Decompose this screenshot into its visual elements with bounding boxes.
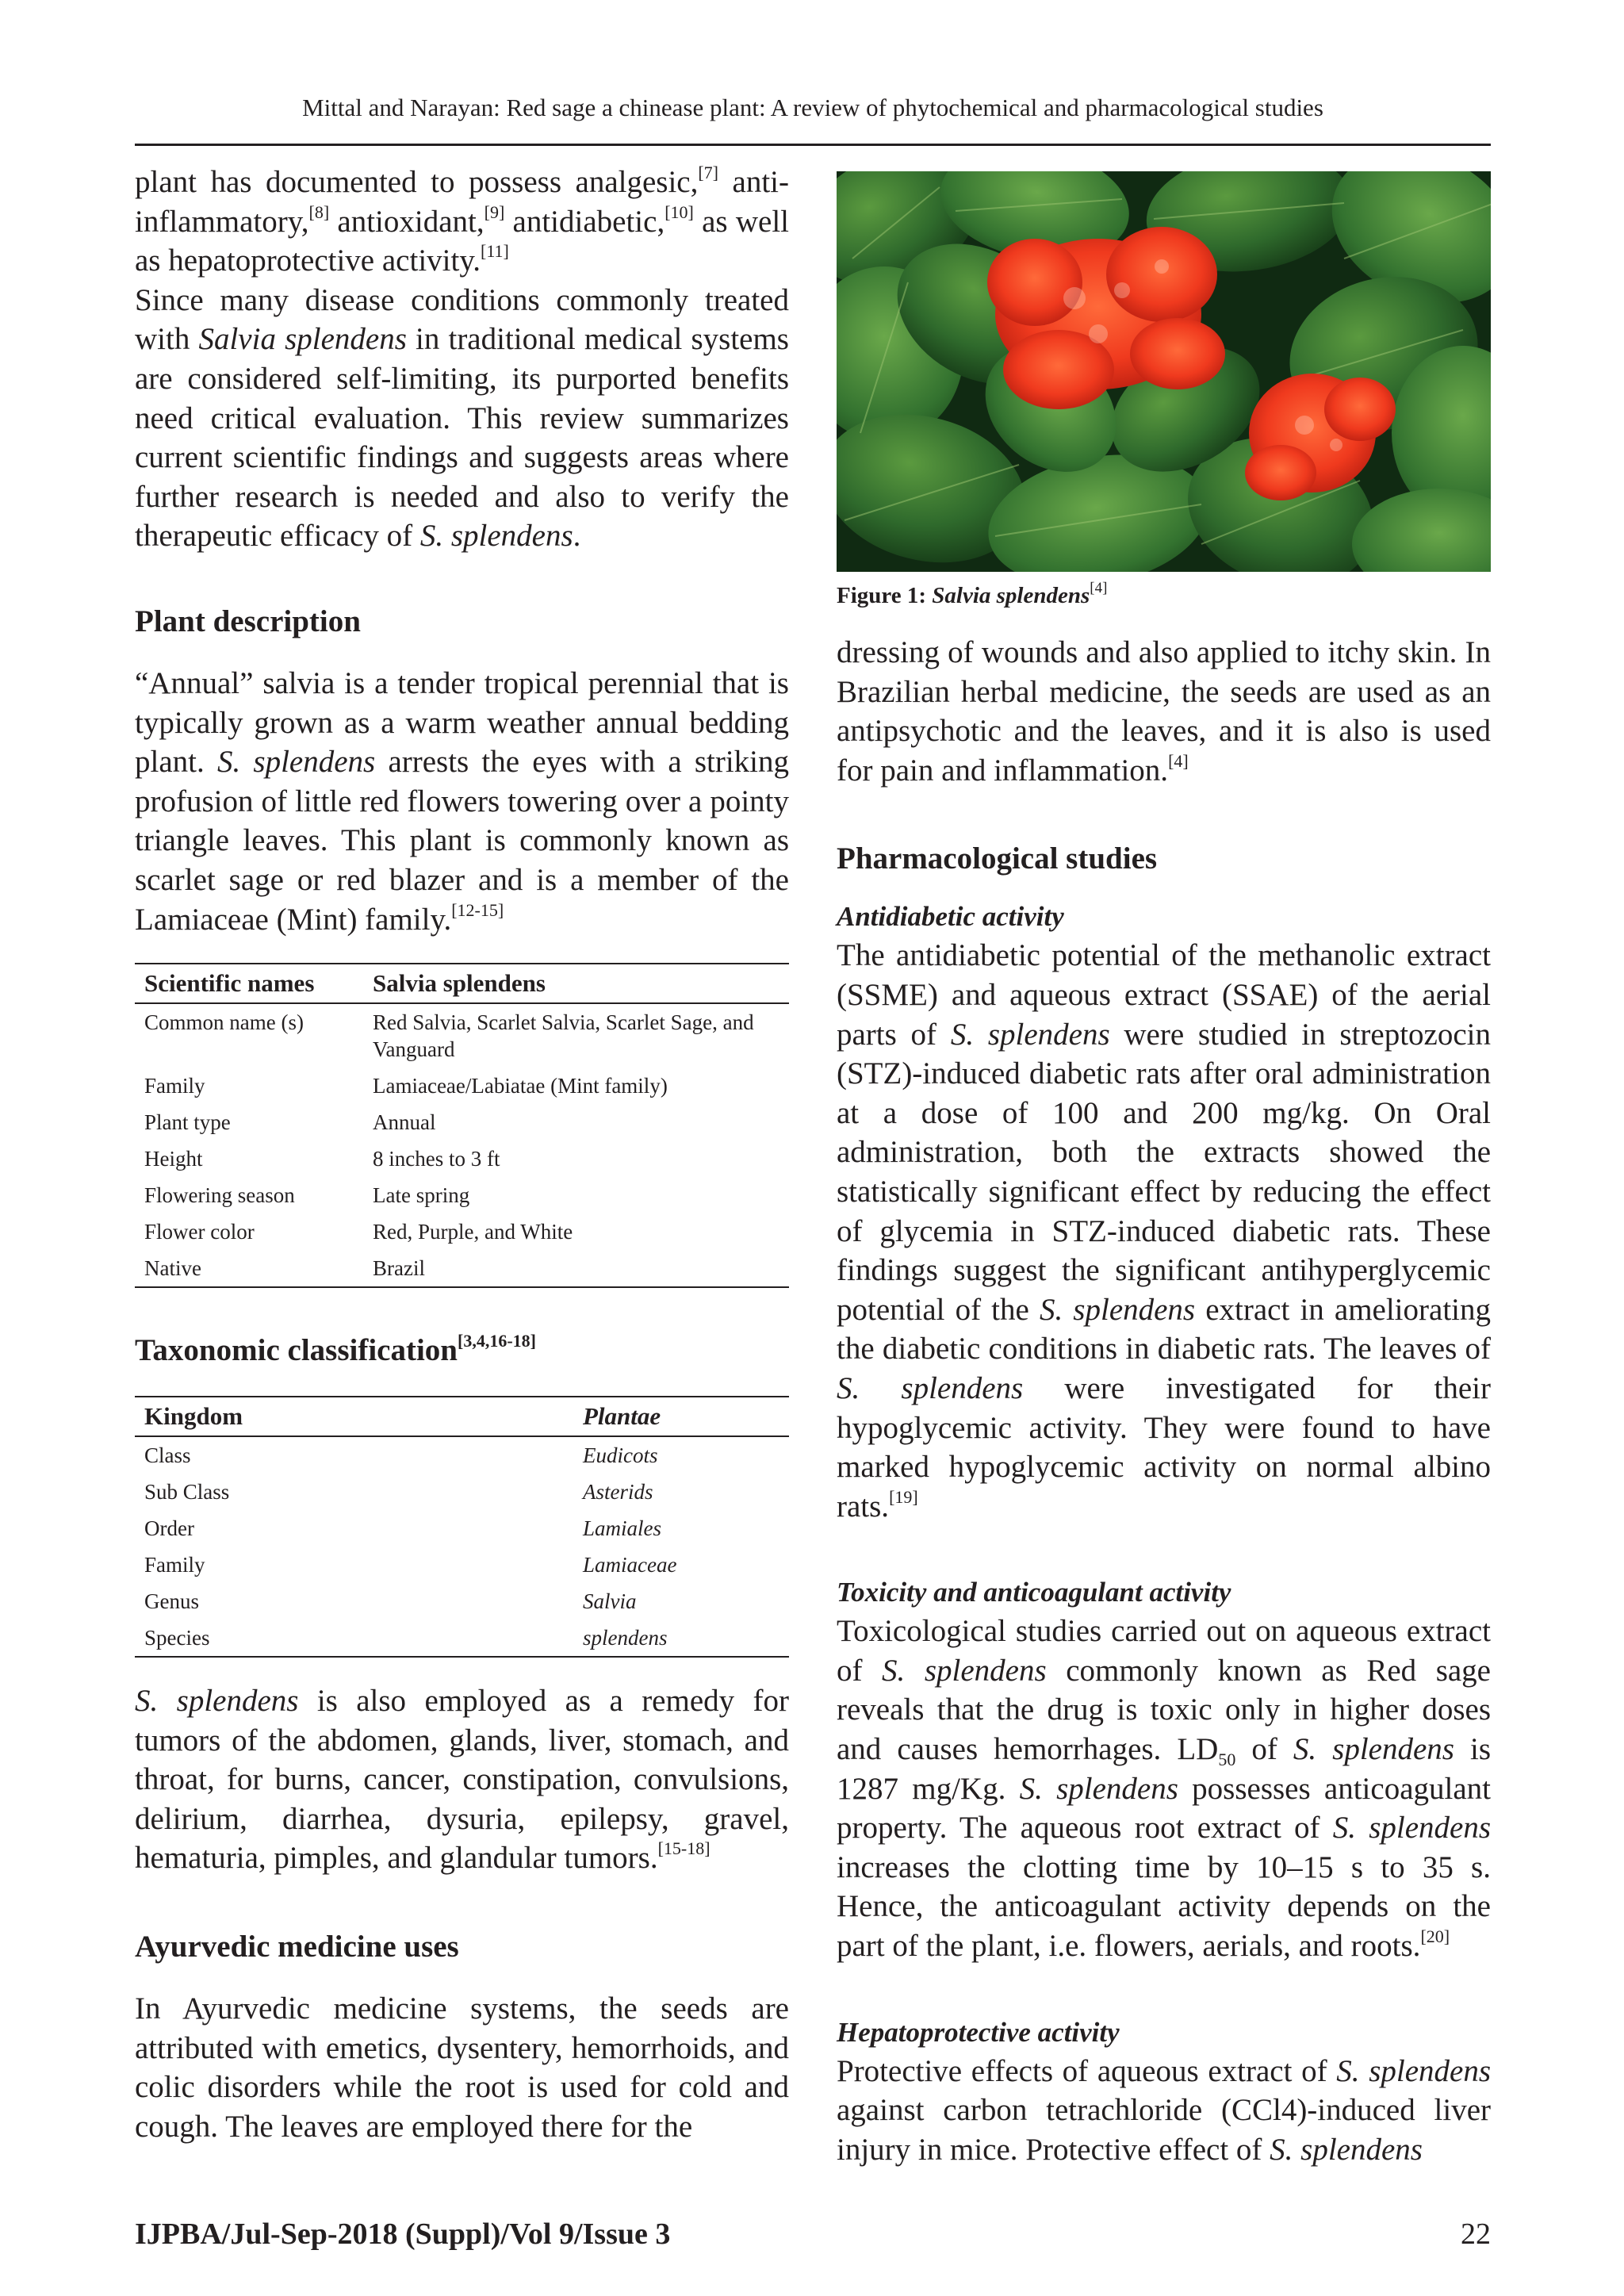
plant-description-heading: Plant description xyxy=(135,604,361,638)
table-row: Sub Class Asterids xyxy=(144,1480,653,1504)
table-row: Class Eudicots xyxy=(144,1443,658,1468)
citation[interactable]: [4] xyxy=(1168,750,1189,771)
table-row: Family Lamiaceae/Labiatae (Mint family) xyxy=(144,1074,668,1098)
antidiabetic-paragraph: The antidiabetic potential of the methanolic extract (SSME) and aqueous extract (SSAE) of the aerial parts of S. splendens were studied in streptozocin (STZ)-induced diabetic rats after oral administration at a dose of 100 and 200 mg/kg. On Oral administration, both the extracts showed the statistically significant effect by reducing the effect of glycemia in STZ-induced diabetic rats. These findings suggest the significant antihyperglycemic potential of the S. splendens extract in ameliorating the diabetic conditions in diabetic rats. The leaves of S. splendens were investigated for their hypoglycemic activity. They were found to have marked hypoglycemic activity on normal albino rats.[19] xyxy=(837,938,1491,1524)
right-column xyxy=(837,163,1491,2169)
table-header: Kingdom xyxy=(135,1397,573,1436)
hepatoprotective-heading: Hepatoprotective activity xyxy=(837,2016,1120,2048)
toxicity-paragraph: Toxicological studies carried out on aqueous extract of S. splendens commonly known as Red sage reveals that the drug is toxic only in higher doses and causes hemorrhages. $LD_{50}$ of S. splendens is 1287 mg/Kg. S. splendens possesses anticoagulant property. The aqueous root extract of S. splendens increases the clotting time by 10–15 s to 35 s. Hence, the anticoagulant activity depends on the part of the plant, i.e. flowers, aerials, and roots.[20] xyxy=(837,1614,1492,1964)
ayurvedic-heading: Ayurvedic medicine uses xyxy=(135,1930,459,1964)
table-row: Species splendens xyxy=(144,1626,668,1650)
table-row: Genus Salvia xyxy=(144,1589,637,1614)
ayurvedic-paragraph: In Ayurvedic medicine systems, the seeds are attributed with emetics, dysentery, hemorrhoids, and colic disorders while the root is used for cold and cough. The leaves are employed there for the xyxy=(135,1991,789,2144)
table-row: Height 8 inches to 3 ft xyxy=(144,1147,500,1171)
table-header: Scientific names xyxy=(135,964,363,1003)
citation[interactable]: [15-18] xyxy=(657,1838,710,1859)
plant-info-table xyxy=(135,963,789,1288)
citation[interactable]: [20] xyxy=(1420,1926,1450,1947)
journal-footer: IJPBA/Jul-Sep-2018 (Suppl)/Vol 9/Issue 3 xyxy=(135,2217,671,2251)
citation[interactable]: [10] xyxy=(665,201,694,222)
citation[interactable]: [12-15] xyxy=(451,899,504,920)
table-row: Flowering season Late spring xyxy=(144,1183,470,1208)
toxicity-heading: Toxicity and anticoagulant activity xyxy=(837,1577,1231,1608)
citation[interactable]: [8] xyxy=(308,201,330,222)
table-row: Plant type Annual xyxy=(144,1110,436,1135)
page-number: 22 xyxy=(1461,2217,1491,2251)
table-row: Flower color Red, Purple, and White xyxy=(144,1220,573,1244)
salvia-photo-illustration xyxy=(837,171,1491,572)
table-row: Native Brazil xyxy=(144,1256,425,1281)
plant-description-paragraph: “Annual” salvia is a tender tropical perennial that is typically grown as a warm weather annual bedding plant. S. splendens arrests the eyes with a striking profusion of little red flowers towering over a pointy triangle leaves. This plant is commonly known as scarlet sage or red blazer and is a member of the Lamiaceae (Mint) family.[12-15] xyxy=(135,665,790,937)
figure-1-image xyxy=(837,171,1491,572)
header-rule xyxy=(135,144,1491,146)
hepatoprotective-paragraph: Protective effects of aqueous extract of S. splendens against carbon tetrachloride (CCl4)-induced liver injury in mice. Protective effect of S. splendens xyxy=(837,2053,1492,2167)
running-header: Mittal and Narayan: Red sage a chinease plant: A review of phytochemical and pharmacological studies xyxy=(302,94,1323,121)
citation[interactable]: [7] xyxy=(698,163,719,182)
table-row: Order Lamiales xyxy=(144,1516,662,1541)
table-header: Salvia splendens xyxy=(363,964,789,1003)
continued-paragraph: dressing of wounds and also applied to itchy skin. In Brazilian herbal medicine, the seeds are used as an antipsychotic and the leaves, and it is also is used for pain and inflammation.[4] xyxy=(837,635,1491,788)
citation[interactable]: [4] xyxy=(1090,580,1108,596)
citation[interactable]: [19] xyxy=(889,1486,918,1507)
remedy-paragraph: S. splendens is also employed as a remedy for tumors of the abdomen, glands, liver, stomach, and throat, for burns, cancer, constipation, convulsions, delirium, diarrhea, dysuria, epilepsy, gravel, hematuria, pimples, and glandular tumors.[15-18] xyxy=(135,1684,790,1876)
citation[interactable]: [3,4,16-18] xyxy=(458,1331,536,1351)
table-header: Plantae xyxy=(573,1397,789,1436)
intro-paragraph-1: plant has documented to possess analgesic,[7] anti-inflammatory,[8] antioxidant,[9] antidiabetic,[10] as well as hepatoprotective activity.[11] xyxy=(135,163,790,278)
figure-1-caption: Figure 1: Salvia splendens[4] xyxy=(837,580,1108,608)
antidiabetic-heading: Antidiabetic activity xyxy=(837,901,1064,933)
table-row: Common name (s) Red Salvia, Scarlet Salvia, Scarlet Sage, and Vanguard xyxy=(144,1010,754,1062)
table-row: Family Lamiaceae xyxy=(144,1553,677,1577)
intro-paragraph-2: Since many disease conditions commonly treated with Salvia splendens in traditional medical systems are considered self-limiting, its purported benefits need critical evaluation. This review summarizes current scientific findings and suggests areas where further research is needed and also to verify the therapeutic efficacy of S. splendens. xyxy=(135,282,789,554)
citation[interactable]: [11] xyxy=(481,241,509,262)
pharmacological-heading: Pharmacological studies xyxy=(837,841,1158,876)
taxonomy-heading: Taxonomic classification[3,4,16-18] xyxy=(135,1331,536,1368)
taxonomy-table xyxy=(135,1396,789,1658)
left-column xyxy=(135,163,789,2146)
citation[interactable]: [9] xyxy=(484,201,505,222)
